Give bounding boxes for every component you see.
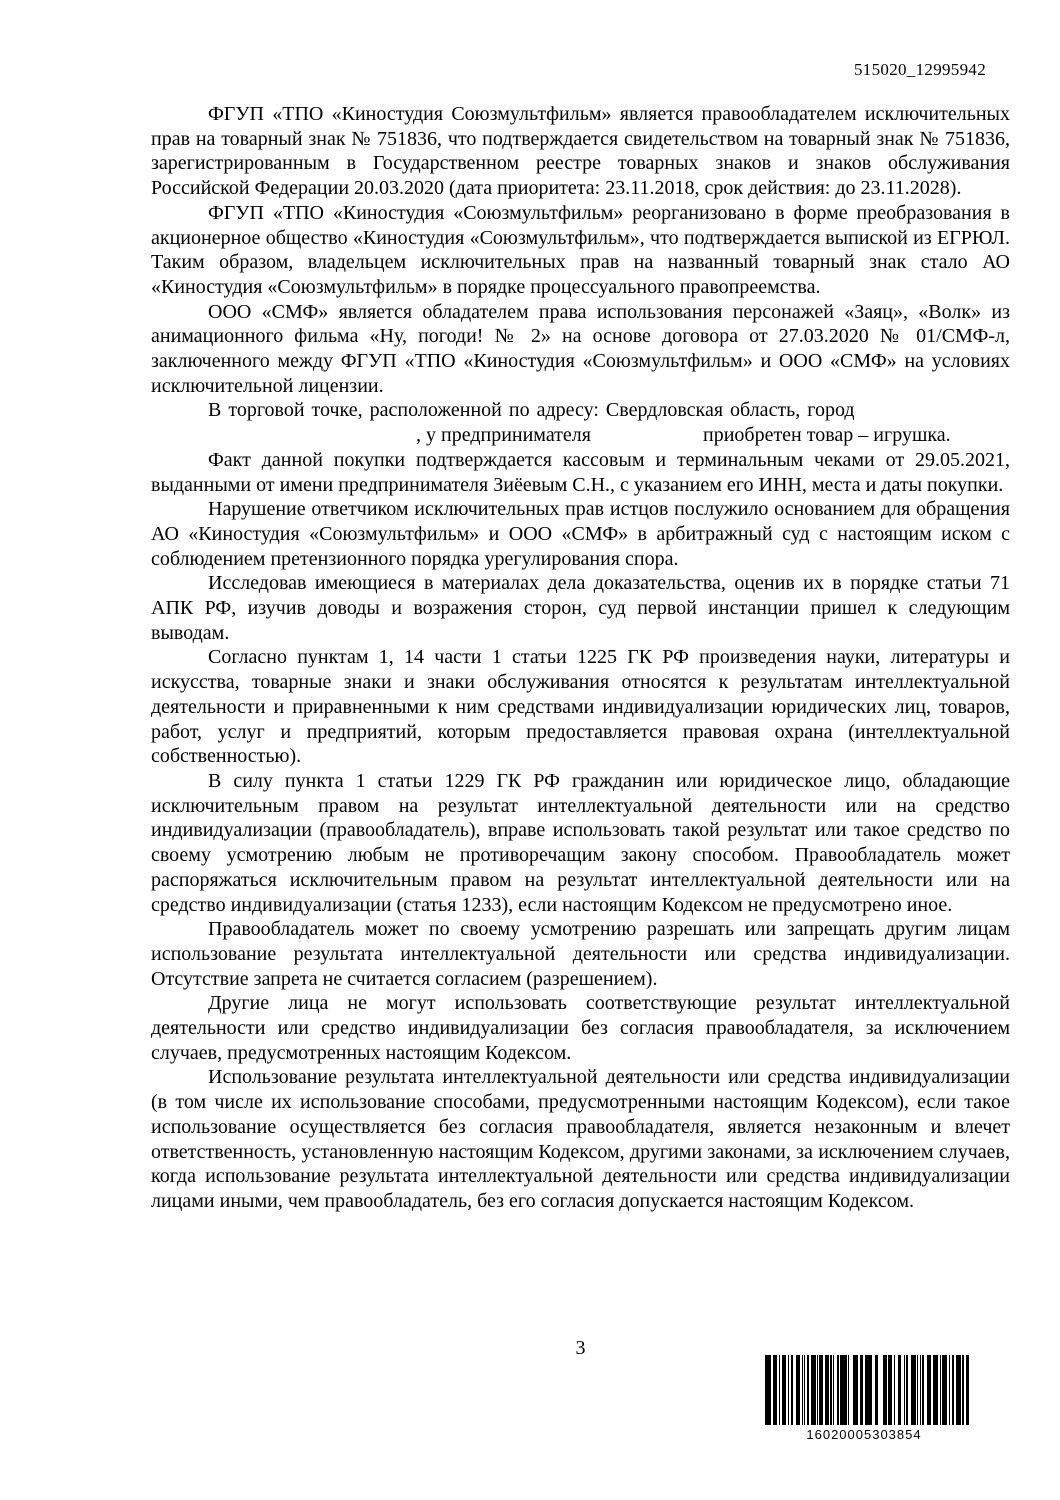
barcode-bars-icon (765, 1355, 969, 1425)
purchase-entrepreneur-text: , у предпринимателя (416, 424, 591, 447)
body-paragraph-rightsholder-permission: Правообладатель может по своему усмотрению разрешать или запрещать другим лицам использование результата интеллектуальной деятельности или средства индивидуализации. Отсутствие запрета не считается согласием (разрешением). (151, 918, 1010, 990)
page-number: 3 (575, 1337, 586, 1359)
barcode-number: 16020005303854 (806, 1427, 922, 1442)
body-paragraph-unlawful-use: Использование результата интеллектуальной деятельности или средства индивидуализации (в том числе их использование способами, предусмотренными настоящим Кодексом), если такое использование осуществляется без согласия правообладателя, является незаконным и влечет ответственность, установленную настоящим Кодексом, другими законами, за исключением случаев, когда использование результата интеллектуальной деятельности или средства индивидуализации лицами иными, чем правообладатель, без его согласия допускается настоящим Кодексом. (151, 1066, 1010, 1212)
purchase-item-text: приобретен товар – игрушка. (702, 424, 951, 447)
body-paragraph-other-persons: Другие лица не могут использовать соответствующие результат интеллектуальной деятельности или средство индивидуализации без согласия правообладателя, за исключением случаев, предусмотренных настоящим Кодексом. (151, 992, 1010, 1064)
document-body (151, 102, 1010, 1214)
redacted-city-gap (151, 440, 416, 441)
purchase-address-line: В торговой точке, расположенной по адресу: Свердловская область, город (208, 399, 855, 422)
body-paragraph-article-1229: В силу пункта 1 статьи 1229 ГК РФ гражданин или юридическое лицо, обладающие исключительным правом на результат интеллектуальной деятельности или на средство индивидуализации (правообладатель), вправе использовать такой результат или такое средство по своему усмотрению любым не противоречащим закону способом. Правообладатель может распоряжаться исключительным правом на результат интеллектуальной деятельности или на средство индивидуализации (статья 1233), если настоящим Кодексом не предусмотрено иное. (151, 769, 1010, 916)
body-paragraph-license: ООО «СМФ» является обладателем права использования персонажей «Заяц», «Волк» из анимационного фильма «Ну, погоди! № 2» на основе договора от 27.03.2020 № 01/СМФ-л, заключенного между ФГУП «ТПО «Киностудия «Союзмультфильм» и ООО «СМФ» на условиях исключительной лицензии. (151, 300, 1010, 397)
document-number: 515020_12995942 (854, 60, 986, 79)
barcode (765, 1355, 963, 1442)
redacted-name-gap (591, 440, 703, 441)
body-paragraph-purchase (151, 398, 1010, 447)
body-paragraph-receipts: Факт данной покупки подтверждается кассовым и терминальным чеками от 29.05.2021, выданными от имени предпринимателя Зиёевым С.Н., с указанием его ИНН, места и даты покупки. (151, 448, 1010, 496)
body-paragraph-reorganization: ФГУП «ТПО «Киностудия «Союзмультфильм» реорганизовано в форме преобразования в акционерное общество «Киностудия «Союзмультфильм», что подтверждается выпиской из ЕГРЮЛ. Таким образом, владельцем исключительных прав на названный товарный знак стало АО «Киностудия «Союзмультфильм» в порядке процессуального правопреемства. (151, 201, 1010, 298)
body-paragraph-article-1225: Согласно пунктам 1, 14 части 1 статьи 1225 ГК РФ произведения науки, литературы и искусства, товарные знаки и знаки обслуживания относятся к результатам интеллектуальной деятельности и приравненными к ним средствами индивидуализации юридических лиц, товаров, работ, услуг и предприятий, которым предоставляется правовая охрана (интеллектуальной собственностью). (151, 646, 1010, 768)
purchase-details-line (151, 423, 1010, 448)
body-paragraph-claim-basis: Нарушение ответчиком исключительных прав истцов послужило основанием для обращения АО «Киностудия «Союзмультфильм» и ООО «СМФ» в арбитражный суд с настоящим иском с соблюдением претензионного порядка урегулирования спора. (151, 498, 1010, 570)
body-paragraph-trademark-ownership: ФГУП «ТПО «Киностудия Союзмультфильм» является правообладателем исключительных прав на товарный знак № 751836, что подтверждается свидетельством на товарный знак № 751836, зарегистрированным в Государственном реестре товарных знаков и знаков обслуживания Российской Федерации 20.03.2020 (дата приоритета: 23.11.2018, срок действия: до 23.11.2028). (151, 103, 1010, 200)
body-paragraph-court-review: Исследовав имеющиеся в материалах дела доказательства, оценив их в порядке статьи 71 АПК РФ, изучив доводы и возражения сторон, суд первой инстанции пришел к следующим выводам. (151, 572, 1010, 644)
